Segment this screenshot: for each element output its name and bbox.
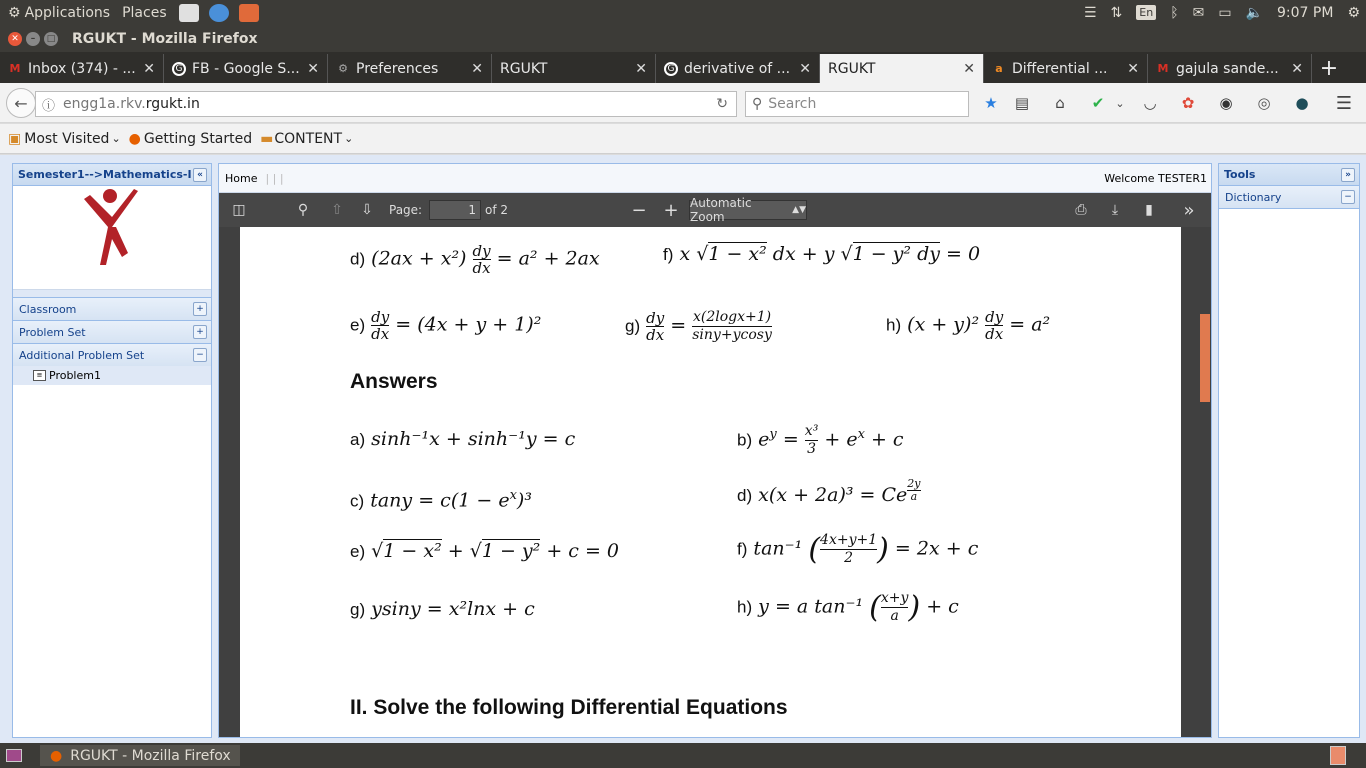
equation-h: h) (x + y)² $\frac{dy}{dx}$ = a²	[886, 308, 1051, 343]
info-icon[interactable]: ⓘ	[42, 98, 56, 114]
tab-preferences[interactable]: ⚙ Preferences ✕	[328, 54, 492, 83]
workspace-switcher[interactable]	[1330, 746, 1346, 765]
download-icon[interactable]: ⤓	[1111, 202, 1119, 218]
tab-strip	[0, 52, 1366, 83]
zoom-out-icon[interactable]: −	[631, 199, 647, 221]
places-menu[interactable]: Places	[122, 4, 167, 21]
tree-item-problem1[interactable]: ≡ Problem1	[13, 366, 211, 385]
check-extension-icon[interactable]: ✔	[1091, 94, 1105, 112]
chevron-down-icon: ⌄	[111, 132, 121, 145]
zoom-select[interactable]: Automatic Zoom ▲▼	[690, 196, 806, 224]
page-count: of 2	[485, 203, 509, 217]
close-tab-icon[interactable]: ✕	[307, 60, 319, 77]
pdf-toolbar	[219, 193, 1211, 227]
expand-icon[interactable]: +	[193, 302, 207, 316]
find-icon[interactable]: ⚲	[297, 202, 309, 218]
battery-icon[interactable]: ▭	[1218, 4, 1232, 21]
keyboard-layout[interactable]: En	[1136, 5, 1156, 20]
profile-extension-icon[interactable]: ●	[1295, 94, 1309, 112]
taskbar-window-button[interactable]: ● RGUKT - Mozilla Firefox	[40, 745, 240, 766]
gear-icon: ⚙	[338, 62, 348, 75]
bookmark-content[interactable]: ▬ CONTENT ⌄	[260, 130, 354, 147]
tab-inbox[interactable]: M Inbox (374) - ... ✕	[0, 54, 164, 83]
bluetooth-icon[interactable]: ᛒ	[1170, 4, 1179, 21]
menu-icon[interactable]: ☰	[1083, 4, 1097, 21]
previous-page-icon[interactable]: ⇧	[331, 202, 343, 218]
chevron-down-icon: ▲▼	[792, 205, 806, 215]
tab-differential[interactable]: a Differential ... ✕	[984, 54, 1148, 83]
chevron-down-icon: ⌄	[344, 132, 354, 145]
answer-d: d) x(x + 2a)³ = Ce $\frac{2y}{a}$	[737, 477, 921, 506]
close-tab-icon[interactable]: ✕	[471, 60, 483, 77]
welcome-text: Welcome TESTER1	[1104, 171, 1207, 185]
separator: | | |	[265, 171, 284, 185]
equation-f: f) x √1 − x² dx + y √1 − y² dy = 0	[663, 243, 981, 265]
equation-g: g) $\frac{dy}{dx}$ = $\frac{x(2\log x+1)}{\sin y+ycosy}$	[625, 309, 772, 344]
close-tab-icon[interactable]: ✕	[963, 60, 975, 77]
a-icon: a	[995, 62, 1003, 75]
folder-icon: ▣	[8, 130, 22, 147]
ubuntu-gear-icon: ⚙	[8, 4, 21, 21]
zoom-in-icon[interactable]: +	[663, 199, 679, 221]
bookmark-getting-started[interactable]: ● Getting Started	[128, 130, 253, 147]
tools-menu-icon[interactable]: »	[1183, 199, 1195, 221]
minimize-window-button[interactable]: –	[26, 32, 40, 46]
collapse-right-icon[interactable]: »	[1341, 168, 1355, 182]
back-arrow-icon: ←	[14, 93, 28, 113]
course-panel-header: Semester1-->Mathematics-I «	[13, 164, 211, 186]
close-tab-icon[interactable]: ✕	[1291, 60, 1303, 77]
rgukt-logo-figure	[82, 187, 142, 267]
chevron-down-icon[interactable]: ⌄	[1115, 96, 1125, 110]
tab-derivative[interactable]: G derivative of ... ✕	[656, 54, 820, 83]
search-icon: ⚲	[752, 96, 763, 112]
home-icon[interactable]: ⌂	[1055, 94, 1065, 112]
close-tab-icon[interactable]: ✕	[635, 60, 647, 77]
reading-list-icon[interactable]: ▤	[1014, 94, 1030, 112]
answer-g: g) ysiny = x²lnx + c	[350, 598, 535, 620]
gmail-icon: M	[9, 62, 21, 75]
bookmark-star-icon[interactable]: ★	[984, 94, 998, 112]
pdf-page	[240, 227, 1181, 737]
pocket-icon[interactable]: ◡	[1143, 94, 1157, 112]
bottom-taskbar	[0, 743, 1366, 768]
browser-launcher-icon[interactable]	[209, 4, 229, 22]
section-2-heading: II. Solve the following Differential Equations	[350, 696, 788, 719]
network-icon[interactable]: ⇅	[1110, 4, 1123, 21]
tools-panel-header: Tools »	[1219, 164, 1359, 186]
folder-icon: ▬	[260, 130, 274, 147]
bookmark-icon[interactable]: ▮	[1145, 202, 1153, 218]
hamburger-menu-icon[interactable]: ☰	[1335, 92, 1353, 114]
volume-icon[interactable]: 🔈	[1245, 4, 1264, 21]
answers-heading: Answers	[350, 370, 438, 393]
terminal-launcher-icon[interactable]	[179, 4, 199, 22]
settings-gear-icon[interactable]: ⚙	[1347, 4, 1360, 21]
accordion-dictionary[interactable]: Dictionary −	[1219, 186, 1359, 209]
collapse-left-icon[interactable]: «	[193, 168, 207, 182]
expand-icon[interactable]: +	[193, 325, 207, 339]
colorful-extension-icon[interactable]: ✿	[1181, 94, 1195, 112]
rgukt-logo	[13, 186, 211, 268]
collapse-icon[interactable]: −	[1341, 190, 1355, 204]
page-label: Page:	[389, 203, 423, 217]
answer-h: h) y = a tan⁻¹ ( $\frac{x+y}{a}$ ) + c	[737, 590, 959, 625]
tab-fb-google[interactable]: G FB - Google S... ✕	[164, 54, 328, 83]
applications-menu[interactable]: ⚙ Applications	[8, 4, 111, 21]
bookmarks-bar	[0, 124, 1366, 154]
tab-rgukt[interactable]: RGUKT ✕	[492, 54, 656, 83]
answer-f: f) tan⁻¹ ( $\frac{4x+y+1}{2}$ ) = 2x + c	[737, 532, 979, 567]
close-window-button[interactable]: ✕	[8, 32, 22, 46]
whatsapp-icon[interactable]: ◉	[1219, 94, 1233, 112]
firefox-icon: ●	[128, 130, 141, 147]
url-domain: rgukt.in	[145, 96, 200, 112]
bookmark-most-visited[interactable]: ▣ Most Visited ⌄	[8, 130, 121, 147]
gmail-icon: M	[1157, 62, 1169, 75]
search-box[interactable]: ⚲ Search	[745, 91, 969, 117]
next-page-icon[interactable]: ⇩	[361, 202, 373, 218]
equation-d: d) (2ax + x²) $\frac{dy}{dx}$ = a² + 2ax	[350, 242, 600, 277]
equation-e: e) $\frac{dy}{dx}$ = (4x + y + 1)²	[350, 308, 542, 343]
window-titlebar	[0, 25, 1366, 52]
accordion-problem-set[interactable]: Problem Set +	[13, 320, 211, 343]
maximize-window-button[interactable]: □	[44, 32, 58, 46]
close-tab-icon[interactable]: ✕	[1127, 60, 1139, 77]
navigation-bar	[0, 83, 1366, 123]
window-title: RGUKT - Mozilla Firefox	[72, 30, 258, 47]
system-top-panel	[0, 0, 1366, 25]
answer-b: b) $e^y$ = $\frac{\text{x³}}{3}$ + $e^x + c$	[737, 423, 904, 457]
accordion-classroom[interactable]: Classroom +	[13, 297, 211, 320]
firefox-icon: ●	[50, 747, 63, 764]
url-bar[interactable]	[35, 91, 737, 117]
course-navigation-panel	[12, 163, 212, 738]
close-tab-icon[interactable]: ✕	[143, 60, 155, 77]
google-icon: G	[664, 62, 678, 76]
reload-icon[interactable]: ↻	[716, 96, 728, 112]
google-icon: G	[172, 62, 186, 76]
print-icon[interactable]: ⎙	[1075, 202, 1087, 218]
answer-e: e) √1 − x² + √1 − y² + c = 0	[350, 540, 620, 562]
home-link[interactable]: Home	[225, 171, 258, 185]
document-icon: ≡	[33, 370, 46, 381]
clock[interactable]: 9:07 PM	[1277, 4, 1334, 21]
tab-gajula[interactable]: M gajula sande... ✕	[1148, 54, 1312, 83]
show-desktop-icon[interactable]	[6, 749, 22, 762]
tab-rgukt-active[interactable]: RGUKT ✕	[820, 54, 984, 83]
answer-a: a) sinh⁻¹x + sinh⁻¹y = c	[350, 428, 576, 450]
files-launcher-icon[interactable]	[239, 4, 259, 22]
tools-panel	[1218, 163, 1360, 738]
film-extension-icon[interactable]: ◎	[1257, 94, 1271, 112]
page-number-input[interactable]: 1	[429, 200, 481, 220]
collapse-icon[interactable]: −	[193, 348, 207, 362]
answer-c: c) $\tan y = c(1 - e^x)^3$	[350, 488, 532, 512]
close-tab-icon[interactable]: ✕	[799, 60, 811, 77]
back-button[interactable]	[6, 88, 36, 118]
url-prefix: engg1a.rkv.	[63, 96, 146, 112]
sidebar-toggle-icon[interactable]: ◫	[232, 202, 246, 218]
mail-icon[interactable]: ✉	[1192, 4, 1205, 21]
scrollbar-thumb[interactable]	[1200, 314, 1210, 402]
accordion-additional-problem-set[interactable]: Additional Problem Set −	[13, 343, 211, 366]
new-tab-button[interactable]: +	[1319, 56, 1339, 81]
